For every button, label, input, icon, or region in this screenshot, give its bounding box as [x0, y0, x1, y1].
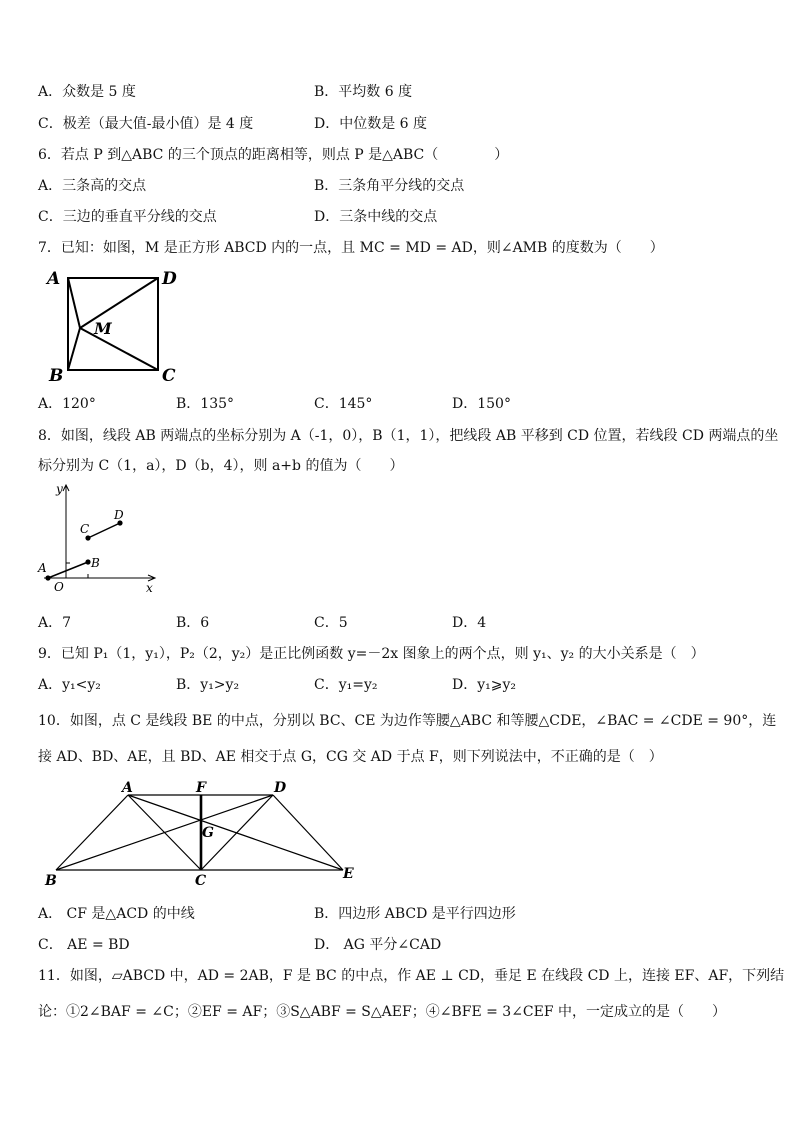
q10-option-b: B．四边形 ABCD 是平行四边形 — [314, 906, 516, 922]
segment-cd — [88, 523, 120, 538]
label-a: A — [122, 780, 133, 796]
point-a — [45, 575, 50, 580]
q10-stem-line1: 10．如图，点 C 是线段 BE 的中点，分别以 BC、CE 为边作等腰△ABC 和等腰△CDE，∠BAC = ∠CDE = 90°，连 — [38, 713, 777, 729]
q5-option-b: B．平均数 6 度 — [314, 84, 413, 100]
q7-option-b: B．135° — [176, 396, 235, 412]
q10-option-d: D． AG 平分∠CAD — [314, 937, 442, 953]
label-g: G — [202, 825, 214, 841]
q7-option-a: A．120° — [38, 396, 96, 412]
label-y: y — [56, 482, 63, 496]
segment-ae — [128, 795, 343, 870]
q8-stem-line1: 8．如图，线段 AB 两端点的坐标分别为 A（-1，0），B（1，1），把线段 AB 平移到 CD 位置，若线段 CD 两端点的坐 — [38, 428, 779, 444]
segment-bd — [56, 795, 273, 870]
q9-option-c: C．y₁=y₂ — [314, 677, 378, 693]
q9-option-b: B．y₁>y₂ — [176, 677, 240, 693]
q9-option-a: A．y₁<y₂ — [38, 677, 101, 693]
q8-stem-line2: 标分别为 C（1，a），D（b，4），则 a+b 的值为（ ） — [38, 458, 404, 474]
q8-coordinate-figure — [36, 480, 166, 598]
q8-option-b: B．6 — [176, 615, 210, 631]
segment-bm — [68, 328, 80, 370]
label-d: D — [274, 780, 287, 796]
q7-option-c: C．145° — [314, 396, 373, 412]
label-a: A — [38, 561, 47, 575]
label-b: B — [49, 366, 64, 386]
q5-option-c: C．极差（最大值-最小值）是 4 度 — [38, 116, 254, 132]
label-e: E — [343, 866, 354, 882]
q6-stem: 6．若点 P 到△ABC 的三个顶点的距离相等，则点 P 是△ABC（ ） — [38, 147, 509, 163]
q8-option-c: C．5 — [314, 615, 348, 631]
label-c: C — [80, 522, 90, 536]
segment-ab — [56, 795, 128, 870]
segment-am — [68, 278, 80, 328]
q8-option-d: D．4 — [452, 615, 487, 631]
q10-stem-line2: 接 AD、BD、AE，且 BD、AE 相交于点 G，CG 交 AD 于点 F，则下列说法中，不正确的是（ ） — [38, 749, 663, 765]
q6-option-c: C．三边的垂直平分线的交点 — [38, 209, 217, 225]
q6-option-d: D．三条中线的交点 — [314, 209, 438, 225]
q6-option-b: B．三条角平分线的交点 — [314, 178, 465, 194]
q5-option-a: A．众数是 5 度 — [38, 84, 136, 100]
label-a: A — [47, 269, 61, 289]
label-x: x — [146, 581, 153, 595]
label-d: D — [162, 269, 177, 289]
q10-trapezoid-figure — [40, 778, 370, 892]
label-m: M — [94, 319, 112, 338]
q9-option-d: D．y₁⩾y₂ — [452, 677, 516, 693]
label-f: F — [196, 780, 206, 796]
square-abcd — [68, 278, 158, 370]
label-b: B — [45, 873, 57, 889]
q8-option-a: A．7 — [38, 615, 72, 631]
q6-option-a: A．三条高的交点 — [38, 178, 147, 194]
point-b — [85, 559, 90, 564]
label-c: C — [195, 873, 207, 889]
segment-dm — [80, 278, 158, 328]
segment-ab — [48, 562, 88, 578]
label-b: B — [91, 556, 100, 570]
segment-cm — [80, 328, 158, 370]
q11-stem-line1: 11．如图，▱ABCD 中，AD = 2AB，F 是 BC 的中点，作 AE ⊥ CD，垂足 E 在线段 CD 上，连接 EF、AF，下列结 — [38, 968, 785, 984]
label-o: O — [54, 580, 64, 594]
point-c — [85, 535, 90, 540]
q10-option-c: C． AE = BD — [38, 937, 130, 953]
q7-option-d: D．150° — [452, 396, 511, 412]
label-c: C — [162, 366, 176, 386]
q7-stem: 7．已知：如图，M 是正方形 ABCD 内的一点，且 MC = MD = AD，则∠AMB 的度数为（ ） — [38, 240, 664, 256]
q9-stem: 9．已知 P₁（1，y₁），P₂（2，y₂）是正比例函数 y=－2x 图象上的两个点，则 y₁、y₂ 的大小关系是（ ） — [38, 646, 705, 662]
segment-de — [273, 795, 343, 870]
q7-square-figure — [44, 266, 184, 386]
label-d: D — [114, 508, 124, 522]
q11-stem-line2: 论：①2∠BAF = ∠C；②EF = AF；③S△ABF = S△AEF；④∠BFE = 3∠CEF 中，一定成立的是（ ） — [38, 1004, 727, 1020]
q5-option-d: D．中位数是 6 度 — [314, 116, 428, 132]
q10-option-a: A． CF 是△ACD 的中线 — [38, 906, 195, 922]
